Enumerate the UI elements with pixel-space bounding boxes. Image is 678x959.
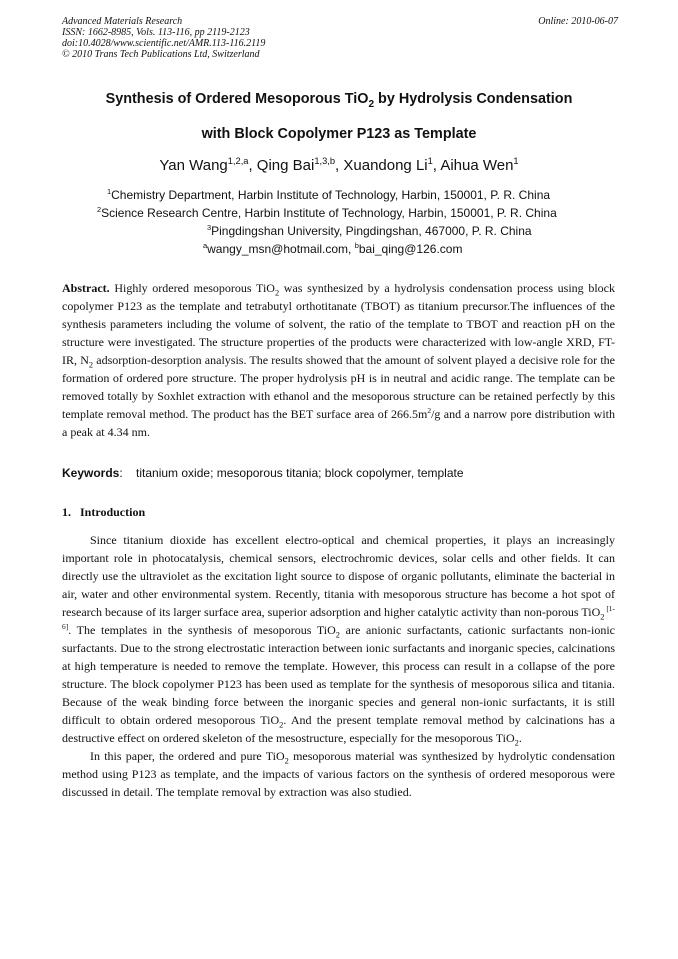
author: Xuandong Li$^1$,: [343, 156, 441, 174]
citation: [1-6]: [62, 604, 615, 631]
author-list: [40, 157, 638, 174]
author: Yan Wang$^{1,2,a}$,: [159, 156, 257, 174]
copyright-line: © 2010 Trans Tech Publications Ltd, Switzerland: [62, 49, 260, 60]
issn-line: ISSN: 1662-8985, Vols. 113-116, pp 2119-2123: [62, 27, 250, 38]
journal-name: Advanced Materials Research: [62, 16, 183, 27]
paragraph: Since titanium dioxide has excellent electro-optical and chemical properties, it plays an increasingly important role in photocatalysis, chemical sensors, electrochromic devices, solar cells and other fields. It can directly use the ultraviolet as the excitation light source to dispose of organic pollutants, eliminate the bacterial in air, water and other environmental system. Recently, titania with mesoporous structure has become a hot spot of research because of its larger surface area, superior adsorption and higher catalytic activity than non-porous TiO$_2$ [1-6]. The templates in the synthesis of mesoporous TiO$_2$ are anionic surfactants, cationic surfactants non-ionic surfactants. Due to the strong electrostatic interaction between ionic surfactants and inorganic species, calcinations at high temperature is needed to remove the template. However, this process can result in a collapse of the pore structure. The block copolymer P123 has been used as template for the synthesis of mesoporous silica and titania. Because of the weak binding force between the inorganic species and general non-ionic surfactants, it is still difficult to obtain ordered mesoporous TiO$_2$. And the present template removal method by calcinations has a destructive effect on ordered skeleton of the mesostructure, especially for the mesoporous TiO$_2$.: [62, 533, 615, 748]
online-date: Online: 2010-06-07: [538, 16, 618, 27]
keywords-text: titanium oxide; mesoporous titania; block copolymer, template: [136, 466, 464, 480]
introduction-body: [62, 531, 615, 801]
doi-line: doi:10.4028/www.scientific.net/AMR.113-116.2119: [62, 38, 266, 49]
author: Qing Bai$^{1,3,b}$,: [256, 156, 344, 174]
abstract: Abstract. Highly ordered mesoporous TiO$_2$ was synthesized by a hydrolysis condensation process using block copolymer P123 as the template and tetrabutyl orthotitanate (TBOT) as titanium precursor.The influences of the synthesis parameters including the volume of solvent, the ratio of the template to TBOT and reaction pH on the structure were investigated. The structure properties of the products were characterized with low-angle XRD, FT-IR, $N_2$ adsorption-desorption analysis. The results showed that the amount of solvent played a decisive role for the formation of ordered pore structure. The proper hydrolysis pH is in neutral and acidic range. The template can be removed totally by Soxhlet extraction with ethanol and the mesoporous structure can be retained perfectly by this template removal method. The product has the BET surface area of $266.5m^2/g$ and a narrow pore distribution with a peak at 4.34 nm.: [62, 281, 615, 439]
affiliation-1: $^1$Chemistry Department, Harbin Institute of Technology, Harbin, 150001, P. R. China: [107, 187, 551, 202]
paper-title-line-1: Synthesis of Ordered Mesoporous TiO$_2$ by Hydrolysis Condensation: [105, 91, 573, 110]
author: Aihua Wen$^1$: [440, 156, 519, 174]
author-emails: $^a$wangy_msn@hotmail.com, $^b$bai_qing@126.com: [203, 241, 463, 256]
section-heading: 1. Introduction: [62, 505, 146, 519]
affiliation-3: $^3$Pingdingshan University, Pingdingshan, 467000, P. R. China: [207, 223, 532, 238]
abstract-label: Abstract.: [62, 281, 110, 295]
paper-title-line-2: with Block Copolymer P123 as Template: [201, 126, 477, 142]
email-link[interactable]: wangy_msn@hotmail.com,: [207, 242, 355, 256]
email-link[interactable]: bai_qing@126.com: [358, 242, 463, 256]
keywords: Keywords: titanium oxide; mesoporous titania; block copolymer, template: [62, 466, 464, 480]
affiliation-2: $^2$Science Research Centre, Harbin Institute of Technology, Harbin, 150001, P. R. China: [97, 205, 557, 220]
journal-header: [62, 16, 618, 60]
paragraph: In this paper, the ordered and pure TiO$_2$ mesoporous material was synthesized by hydrolytic condensation method using P123 as template, and the impacts of various factors on the synthesis of ordered mesoporous were discussed in detail. The template removal by extraction was also studied.: [62, 749, 615, 799]
keywords-label: Keywords: [62, 466, 120, 480]
